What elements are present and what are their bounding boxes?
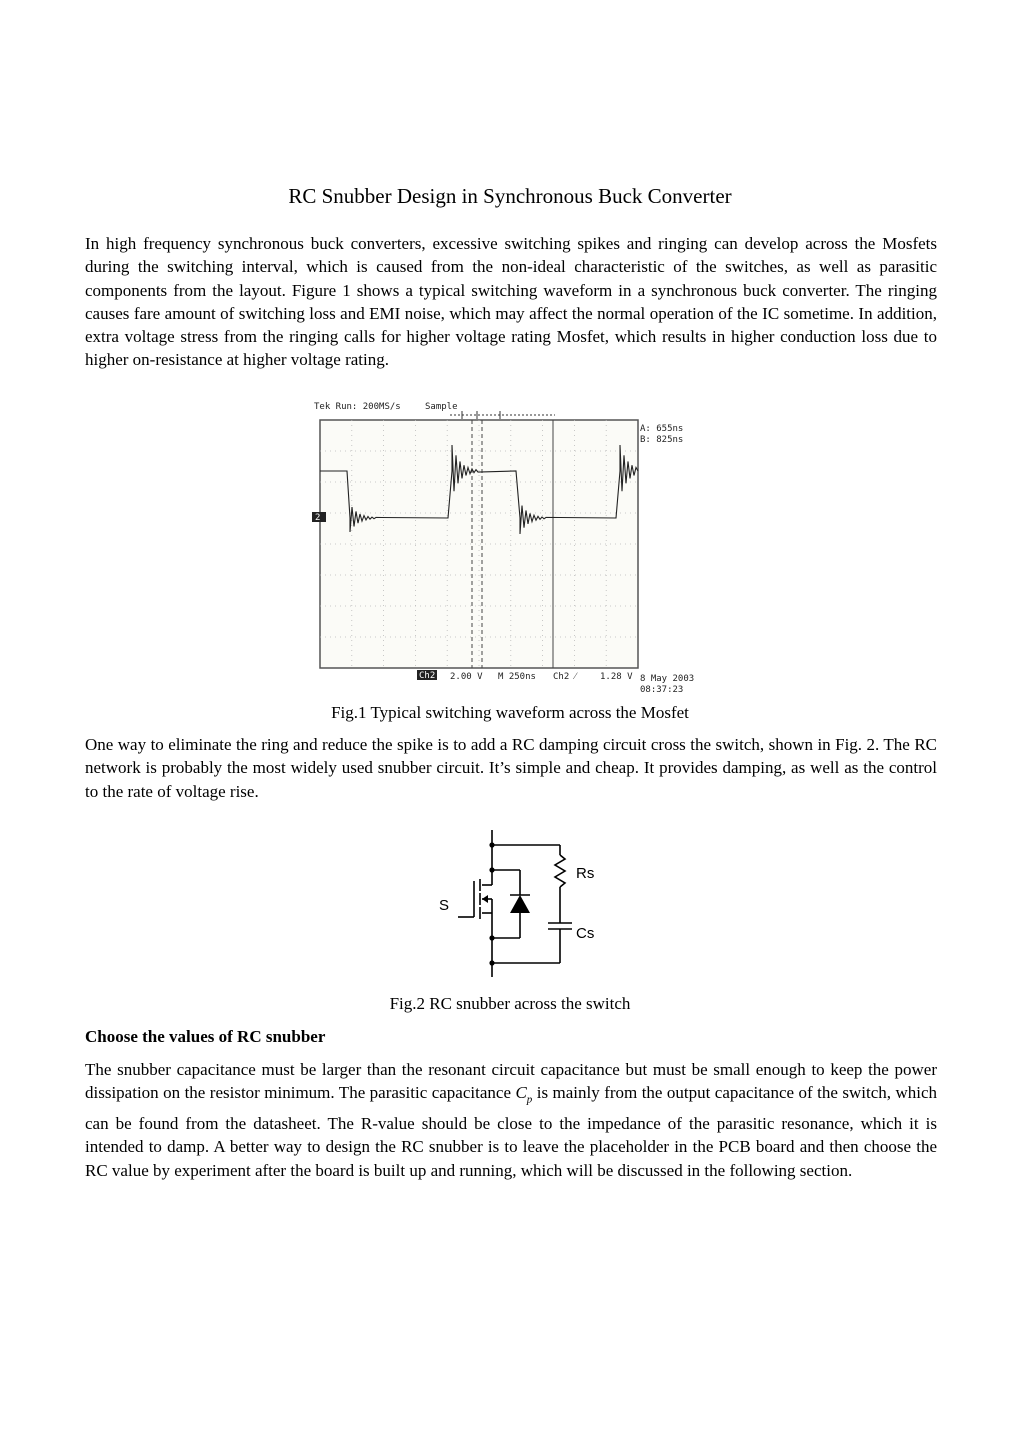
footer-time-stamp: 08:37:23 (640, 685, 684, 695)
junction-diode-top (489, 867, 494, 872)
scope-header-mode: Sample (425, 402, 458, 412)
parasitic-capacitance-symbol (515, 1083, 533, 1106)
diode-triangle (510, 895, 530, 913)
rc-damping-paragraph: One way to eliminate the ring and reduce the spike is to add a RC damping circuit cross the switch, shown in Fig. 2. The RC network is probably the most widely used snubber circuit. It’s simple and cheap. It provides damping, as well as the control to the rate of voltage rise. (85, 735, 937, 801)
intro-paragraph: In high frequency synchronous buck converters, excessive switching spikes and ringing can develop across the Mosfets during the switching interval, which is caused from the non-ideal characteristic of the switches, as well as parasitic components from the layout. Figure 1 shows a typical switching waveform in a synchronous buck converter. The ringing causes fare amount of switching loss and EMI noise, which may affect the normal operation of the IC sometime. In addition, extra voltage stress from the ringing calls for higher voltage rating Mosfet, which results in higher conduction loss due to higher on-resistance at higher voltage rating. (85, 234, 937, 370)
cursor-bracket (450, 411, 555, 419)
footer-volts: 2.00 V (450, 672, 483, 682)
paragraph3-part2: is mainly from the output capacitance of the switch, which can be found from the datasheet. The R-value should be close to the impedance of the parasitic resonance, which it is intended to damp. A better way to design the RC snubber is to leave the placeholder in the PCB board and then choose the RC value by experiment after the board is built up and running, which will be discussed in the following section. (85, 1083, 937, 1180)
cursor-b-readout: B: 825ns (640, 435, 684, 445)
channel-marker-label: 2 (315, 513, 321, 523)
resistor-symbol (555, 855, 565, 887)
footer-channel: Ch2 (419, 671, 436, 681)
mosfet-arrow (482, 895, 488, 903)
figure1-caption: Fig.1 Typical switching waveform across the Mosfet (331, 703, 689, 722)
capacitor-label: Cs (576, 925, 595, 942)
section-heading: Choose the values of RC snubber (85, 1027, 326, 1046)
junction-bottom (489, 960, 494, 965)
switch-label: S (439, 897, 450, 914)
snubber-values-paragraph (85, 1058, 937, 1182)
cursor-a-readout: A: 655ns (640, 424, 684, 434)
oscilloscope-svg (310, 398, 710, 698)
scope-header-left: Tek Run: 200MS/s (314, 402, 401, 412)
document-title: RC Snubber Design in Synchronous Buck Converter (288, 184, 732, 208)
footer-trigger-level: 1.28 V (600, 672, 633, 682)
cp-subscript: p (526, 1093, 533, 1106)
cp-symbol: C (515, 1083, 527, 1103)
junction-top (489, 842, 494, 847)
paragraph3-part1: The snubber capacitance must be larger than the resonant circuit capacitance but must be small enough to keep the power dissipation on the resistor minimum. The parasitic capacitance (85, 1060, 937, 1103)
figure2-caption: Fig.2 RC snubber across the switch (389, 994, 631, 1013)
oscilloscope-figure (310, 398, 710, 698)
footer-trigger: Ch2 ⁄ (553, 672, 577, 682)
circuit-svg (430, 825, 630, 985)
rc-snubber-circuit (430, 825, 630, 985)
resistor-label: Rs (576, 865, 595, 882)
junction-diode-bottom (489, 935, 494, 940)
footer-timebase: M 250ns (498, 672, 536, 682)
footer-date: 8 May 2003 (640, 674, 695, 684)
